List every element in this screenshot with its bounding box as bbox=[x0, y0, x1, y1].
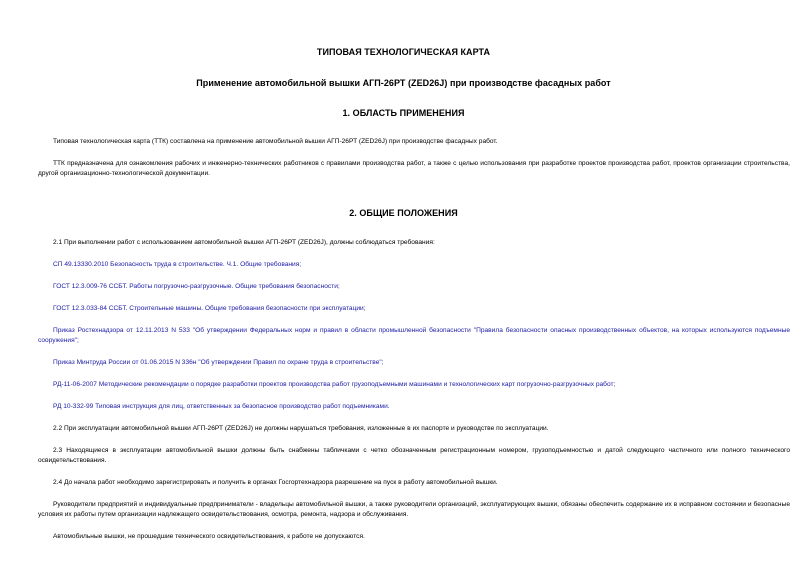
paragraph: ТТК предназначена для ознакомления рабочих и инженерно-технических работников с правилами производства работ, а также с целью использования при разработке проектов производства работ, проектов организации строительства, другой организационно-технологической документации. bbox=[38, 160, 790, 177]
paragraph: 2.1 При выполнении работ с использованием автомобильной вышки АГП-26РТ (ZED26J), должны соблюдаться требования: bbox=[53, 239, 435, 246]
paragraph: Руководители предприятий и индивидуальные предприниматели - владельцы автомобильной вышки, а также руководители организаций, эксплуатирующих вышки, обязаны обеспечить содержание их в исправном состоянии и безопасные условия их работы путем организации надлежащего освидетельствования, осмотра, ремонта, надзора и обслуживания. bbox=[38, 501, 790, 518]
reference-link[interactable]: СП 49.13330.2010 Безопасность труда в строительстве. Ч.1. Общие требования; bbox=[53, 261, 302, 268]
reference-link[interactable]: Приказ Минтруда России от 01.06.2015 N 336н "Об утверждении Правил по охране труда в строительстве"; bbox=[53, 359, 384, 366]
section-heading-general: 2. ОБЩИЕ ПОЛОЖЕНИЯ bbox=[349, 208, 458, 218]
paragraph: Автомобильные вышки, не прошедшие технического освидетельствования, к работе не допускаются. bbox=[53, 533, 365, 540]
section-heading-scope: 1. ОБЛАСТЬ ПРИМЕНЕНИЯ bbox=[342, 108, 465, 118]
paragraph: 2.3 Находящиеся в эксплуатации автомобильной вышки должны быть снабжены табличками с четко обозначенным регистрационным номером, грузоподъемностью и датой следующего частичного или полного технического освидетельствования. bbox=[38, 447, 790, 464]
reference-link[interactable]: ГОСТ 12.3.033-84 ССБТ. Строительные машины. Общие требования безопасности при эксплуатации; bbox=[53, 305, 366, 312]
reference-link[interactable]: Приказ Ростехнадзора от 12.11.2013 N 533 "Об утверждении Федеральных норм и правил в области промышленной безопасности "Правила безопасности опасных производственных объектов, на которых используются подъемные сооружения"; bbox=[38, 327, 790, 344]
document-subtitle: Применение автомобильной вышки АГП-26РТ (ZED26J) при производстве фасадных работ bbox=[196, 78, 611, 88]
document-title: ТИПОВАЯ ТЕХНОЛОГИЧЕСКАЯ КАРТА bbox=[316, 47, 491, 57]
paragraph: 2.4 До начала работ необходимо зарегистрировать и получить в органах Госгортехнадзора разрешение на пуск в работу автомобильной вышки. bbox=[53, 479, 498, 486]
reference-link[interactable]: РД-11-06-2007 Методические рекомендации о порядке разработки проектов производства работ грузоподъемными машинами и технологических карт погрузочно-разгрузочных работ; bbox=[53, 381, 616, 388]
reference-link[interactable]: РД 10-332-99 Типовая инструкция для лиц, ответственных за безопасное производство работ подъемниками. bbox=[53, 403, 390, 410]
paragraph: 2.2 При эксплуатации автомобильной вышки АГП-26РТ (ZED26J) не должны нарушаться требования, изложенные в их паспорте и руководстве по эксплуатации. bbox=[53, 425, 549, 432]
paragraph: Типовая технологическая карта (ТТК) составлена на применение автомобильной вышки АГП-26РТ (ZED26J) при производстве фасадных работ. bbox=[53, 138, 498, 145]
reference-link[interactable]: ГОСТ 12.3.009-76 ССБТ. Работы погрузочно-разгрузочные. Общие требования безопасности; bbox=[53, 283, 340, 290]
